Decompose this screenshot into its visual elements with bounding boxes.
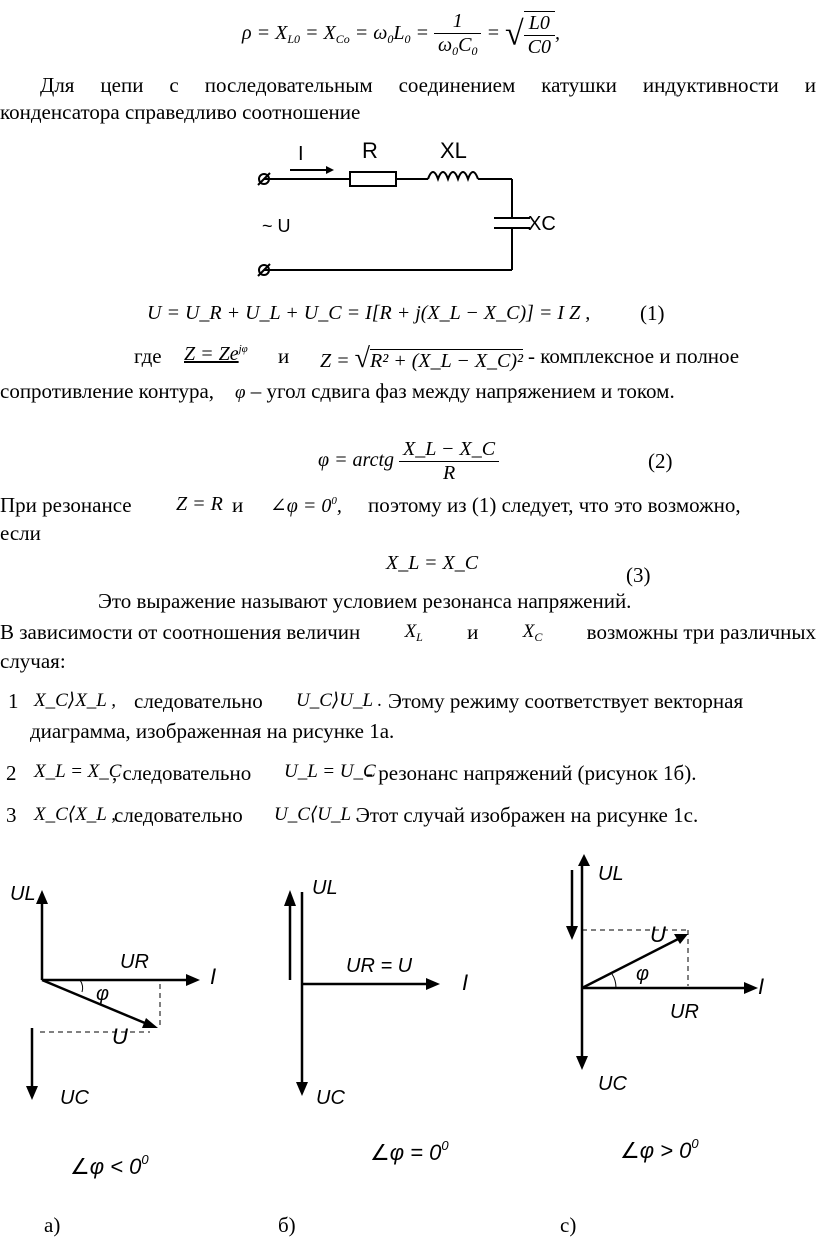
b-I: I: [462, 970, 469, 995]
circuit-XC: XC: [528, 213, 556, 235]
where-rest: - комплексное и полное: [528, 344, 740, 368]
para1-line1: Для цепи с последовательным соединением катушки индуктивности и: [40, 73, 816, 97]
case1-rel: U_C⟩U_L .: [296, 690, 383, 711]
xc-eq: = X: [300, 22, 336, 45]
vector-diagram-c: [550, 850, 816, 1180]
a-angle: ∠φ < $0^0$: [70, 1152, 149, 1179]
sqrt-frac: [524, 11, 555, 59]
a-UC: UC: [60, 1087, 89, 1109]
Z-modulus: Z = √R² + (X_L − X_C)²: [320, 343, 524, 374]
c-UL: UL: [598, 863, 624, 885]
a-UR: UR: [120, 951, 149, 973]
res-esli: если: [0, 521, 41, 545]
dep-line1: В зависимости от соотношения величин $X_L$ и $X_C$ возможны три различных: [0, 620, 816, 644]
para1-line2: конденсатора справедливо соотношение: [0, 100, 361, 124]
dep-line2: случая:: [0, 649, 66, 673]
case3-cond: X_C⟨X_L ,: [34, 804, 117, 825]
case1-rest: Этому режиму соответствует векторная: [388, 689, 744, 713]
res-b: поэтому из (1) следует, что это возможно,: [368, 493, 741, 517]
sub-l0: L0: [287, 32, 300, 47]
frac-1: [434, 10, 481, 59]
a-U: U: [112, 1024, 128, 1049]
eq2-number: (2): [648, 449, 673, 473]
L-sym: L: [393, 22, 405, 45]
eq1: U = U_R + U_L + U_C = I[R + j(X_L − X_C)] = I Z ,: [147, 302, 591, 324]
case1-number: 1: [8, 689, 19, 713]
resist-line: сопротивление контура, φ – угол сдвига фаз между напряжением и током.: [0, 379, 675, 403]
c-I: I: [758, 974, 765, 999]
rho-eq: ρ = X: [242, 22, 288, 45]
case1-cond: X_C⟩X_L ,: [34, 690, 117, 711]
formula-top: $\rho = X_{L0} = X_{Co} = \omega_0L_0$ = $\frac{1}{\omega_0C_0}$ = √ $\frac{L0}{C0}$ ,: [242, 10, 560, 58]
b-UL: UL: [312, 877, 338, 899]
eq3: X_L = X_C: [386, 552, 479, 574]
sub-co: Co: [335, 32, 350, 47]
circuit-U: ~ U: [262, 216, 291, 236]
case1-line2: диаграмма, изображенная на рисунке 1а.: [30, 719, 395, 743]
Z-def: $Z = Ze^{j\varphi}$: [184, 343, 248, 365]
eq3: =: [410, 22, 434, 45]
caption-a: а): [44, 1213, 61, 1237]
omega-eq: = ω: [349, 22, 388, 45]
case3-number: 3: [6, 803, 17, 827]
case2-rest: - резонанс напряжений (рисунок 1б).: [366, 761, 697, 785]
case2-rel: U_L = U_C: [284, 761, 376, 782]
c-phi: φ: [636, 963, 650, 985]
vector-diagram-a: [0, 860, 250, 1190]
sqrt-num: L0: [524, 12, 555, 36]
case2-number: 2: [6, 761, 17, 785]
c-UC: UC: [598, 1073, 627, 1095]
case2-cond: X_L = X_C: [34, 761, 122, 782]
caption-b: б): [278, 1213, 296, 1237]
c-U: U: [650, 922, 666, 947]
circuit-diagram: [250, 132, 556, 282]
eq2: φ = arctg $\frac{X\_L - X\_C}{R}$: [318, 438, 499, 485]
case3-sled: следовательно: [114, 803, 243, 827]
eq1-number: (1): [640, 301, 665, 325]
case3-rel: U_C⟨U_L .: [274, 804, 361, 825]
eq3-number: (3): [626, 563, 651, 587]
c-angle: ∠φ > $0^0$: [620, 1136, 699, 1163]
eq4: =: [486, 22, 505, 45]
b-UC: UC: [316, 1087, 345, 1109]
vector-diagram-b: [270, 860, 530, 1190]
circuit-XL: XL: [440, 138, 467, 163]
where-and: и: [278, 344, 290, 368]
frac-den: $\omega_0C_0$: [437, 34, 478, 58]
b-URU: UR = U: [346, 955, 413, 977]
res-and: и: [232, 493, 244, 517]
c-UR: UR: [670, 1001, 699, 1023]
b-angle: ∠φ = $0^0$: [370, 1138, 449, 1165]
case2-sled: , следовательно: [112, 761, 252, 785]
a-I: I: [210, 964, 217, 989]
where-label: где: [134, 344, 162, 368]
a-UL: UL: [10, 883, 36, 905]
sqrt-den: C0: [527, 35, 551, 58]
frac-num: 1: [434, 10, 481, 34]
centered-sentence: Это выражение называют условием резонанса напряжений.: [98, 589, 632, 613]
sub-o2: 0: [404, 32, 411, 47]
circuit-R: R: [362, 138, 378, 163]
a-phi: φ: [96, 983, 110, 1005]
res-ZR: Z = R: [176, 493, 223, 515]
sub-o: 0: [387, 32, 394, 47]
res-a: При резонансе: [0, 493, 132, 517]
caption-c: с): [560, 1213, 577, 1237]
circuit-I: I: [298, 143, 304, 165]
case1-sled: следовательно: [134, 689, 263, 713]
res-angle: ∠φ = $0^0$,: [270, 495, 342, 517]
case3-rest: Этот случай изображен на рисунке 1с.: [356, 803, 699, 827]
